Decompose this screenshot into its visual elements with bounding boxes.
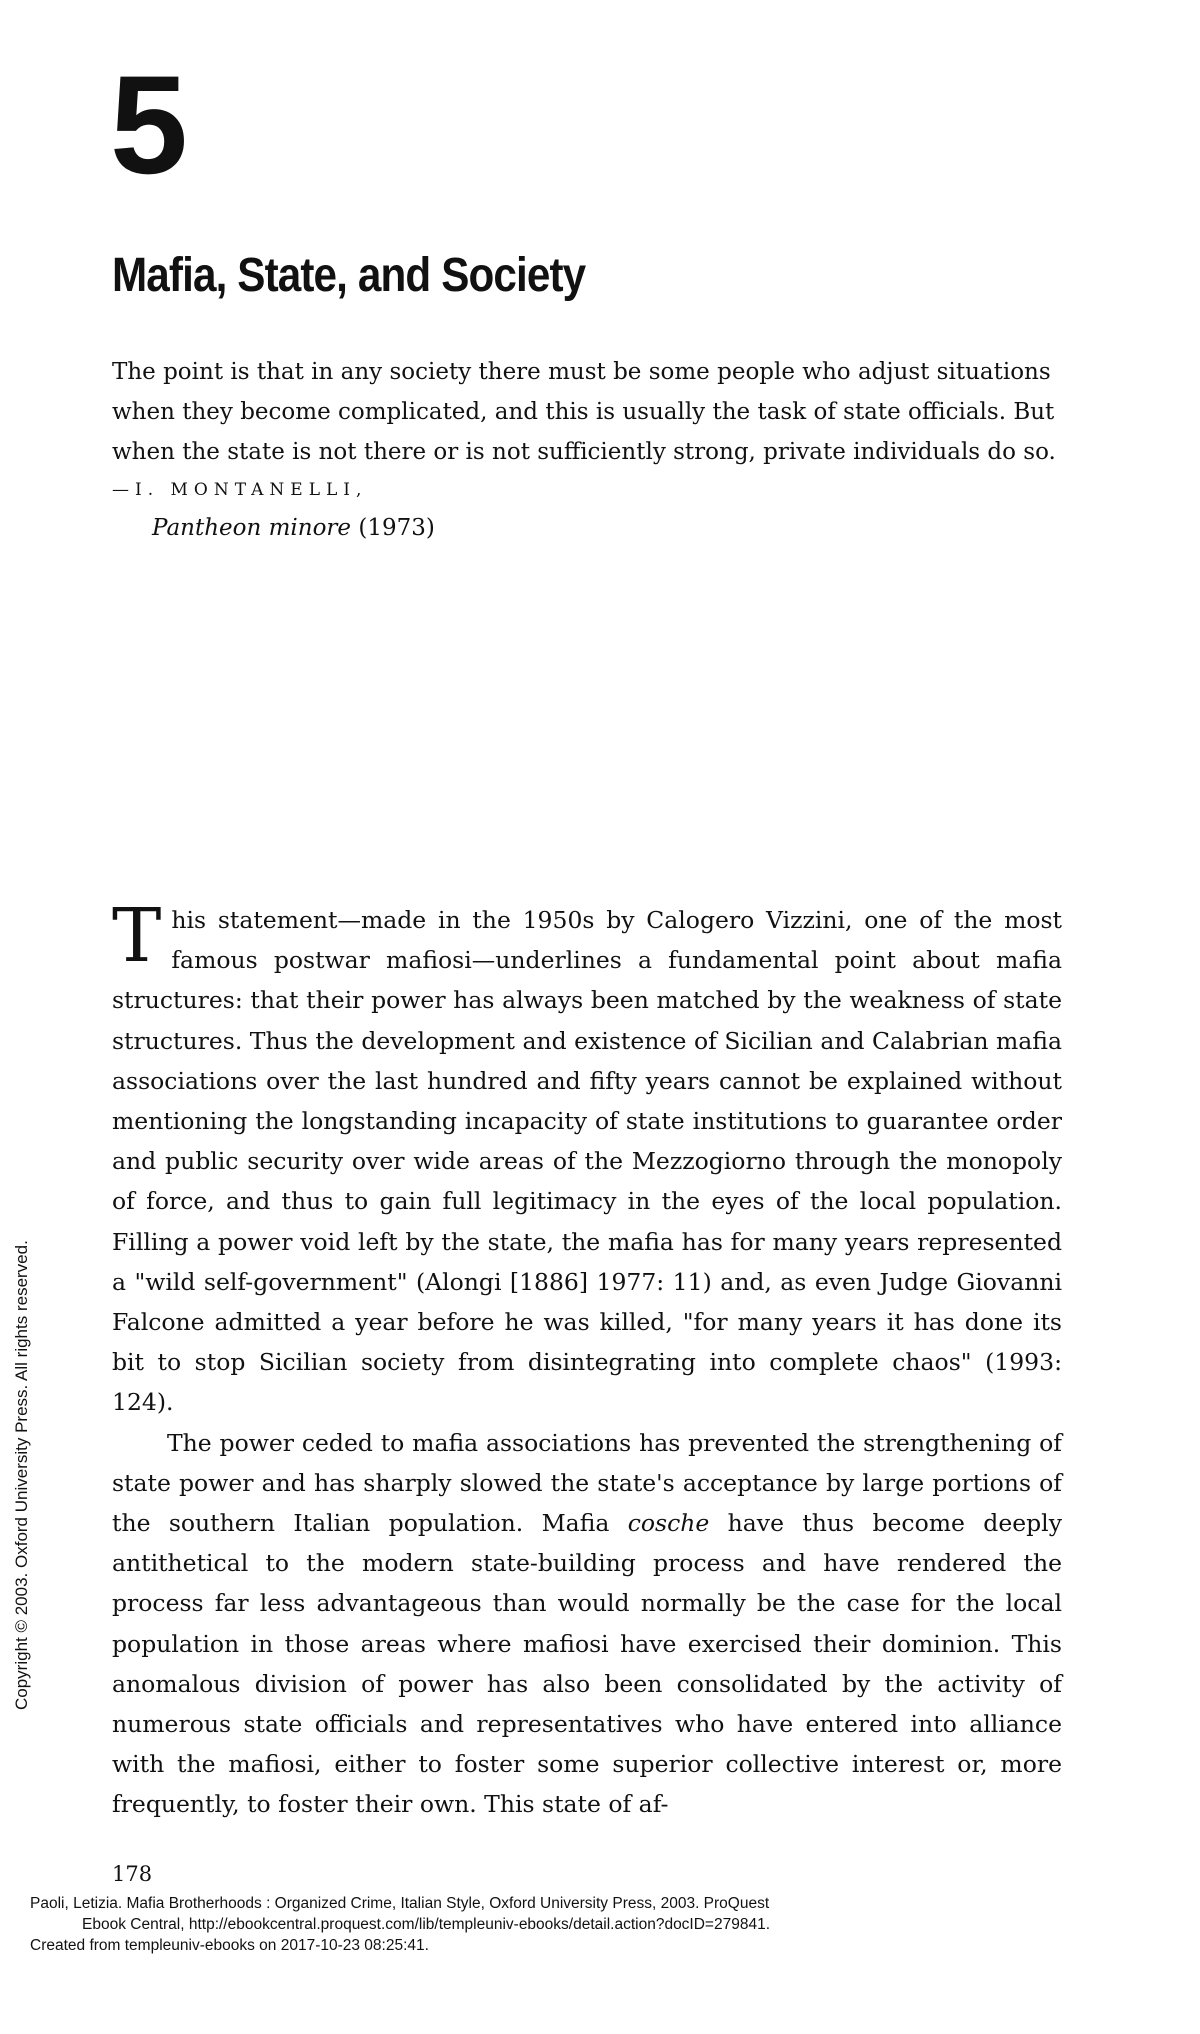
drop-cap: T — [112, 893, 162, 979]
page-number: 178 — [112, 1862, 153, 1886]
paragraph-text: his statement—made in the 1950s by Calogero Vizzini, one of the most famous postwar mafiosi—underlines a fundamental point about mafia structures: that their power has always been matched by the weakness of state structures. Thus the development and existence of Sicilian and Calabrian mafia associations over the last hundred and fifty years cannot be explained without mentioning the longstanding incapacity of state institutions to guarantee order and public security over wide areas of the Mezzogiorno through the monopoly of force, and thus to gain full legitimacy in the eyes of the local population. Filling a power void left by the state, the mafia has for many years represented a "wild self-government" (Alongi [1886] 1977: 11) and, as even Judge Giovanni Falcone admitted a year before he was killed, "for many years it has done its bit to stop Sicilian society from disintegrating into complete chaos" (1993: 124). — [112, 906, 1062, 1417]
italic-term: cosche — [627, 1509, 710, 1538]
citation-line: Paoli, Letizia. Mafia Brotherhoods : Organized Crime, Italian Style, Oxford University Press, 2003. ProQuest — [30, 1895, 770, 1912]
chapter-number: 5 — [110, 46, 186, 203]
chapter-title: Mafia, State, and Society — [112, 249, 586, 302]
epigraph-quote: The point is that in any society there must be some people who adjust situations when they become complicated, and this is usually the task of state officials. But when the state is not there or is not sufficiently strong, private individuals do so. — [112, 359, 1056, 465]
paragraph — [112, 1423, 1062, 1825]
citation-footer — [30, 1893, 1180, 1956]
body-text — [112, 893, 1062, 1825]
paragraph-text: have thus become deeply antithetical to the modern state-building process and have rendered the process far less advantageous than would normally be the case for the local population in those areas where mafiosi have exercised their dominion. This anomalous division of power has also been consolidated by the activity of numerous state officials and representatives who have entered into alliance with the mafiosi, either to foster some superior collective interest or, more frequently, to foster their own. This state of af- — [112, 1509, 1062, 1819]
paragraph-text: The power ceded to mafia associations has prevented the strengthening of state power and has sharply slowed the state's acceptance by large portions of the southern Italian population. Mafia — [112, 1428, 1062, 1538]
epigraph — [112, 352, 1062, 548]
citation-line: Ebook Central, http://ebookcentral.proquest.com/lib/templeuniv-ebooks/detail.action?docID=279841. — [82, 1916, 771, 1933]
epigraph-author: —I. MONTANELLI, — [112, 480, 368, 500]
paragraph — [112, 893, 1062, 1423]
epigraph-source — [112, 508, 1062, 548]
citation-line: Created from templeuniv-ebooks on 2017-10-23 08:25:41. — [30, 1937, 429, 1954]
epigraph-work: Pantheon minore — [152, 515, 352, 541]
side-copyright-notice: Copyright © 2003. Oxford University Press. All rights reserved. — [12, 1240, 31, 1710]
epigraph-year: (1973) — [358, 515, 435, 541]
